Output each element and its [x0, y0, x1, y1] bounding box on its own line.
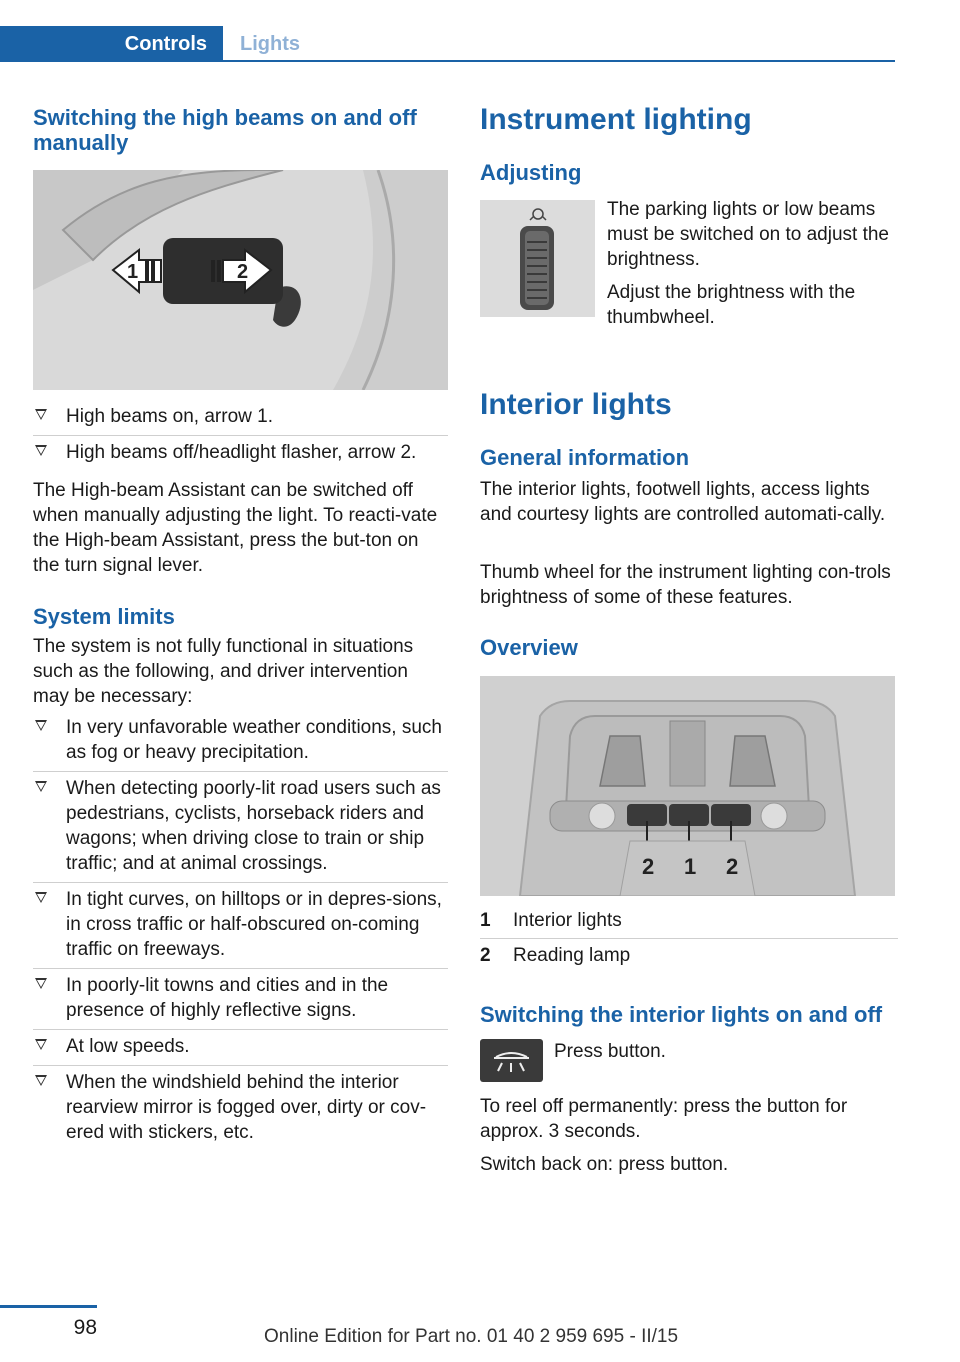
legend-row: [480, 904, 898, 939]
list-item: When detecting poorly-lit road users such as pedestrians, cyclists, horseback riders and wagons; when driving close to train or ship traffic; and at animal crossings.: [33, 772, 448, 883]
triangle-bullet-icon: [35, 720, 47, 731]
edition-footer: Online Edition for Part no. 01 40 2 959 695 - II/15: [264, 1326, 679, 1347]
list-item: High beams on, arrow 1.: [33, 400, 448, 436]
press-button-text: Press button.: [554, 1041, 666, 1062]
adjusting-title: Adjusting: [480, 160, 582, 185]
header-rule: [0, 60, 895, 62]
legend-label: Interior lights: [513, 910, 622, 931]
interior-lights-title: Interior lights: [480, 388, 672, 421]
triangle-bullet-icon: [35, 892, 47, 903]
legend-label: Reading lamp: [513, 945, 631, 966]
overview-title: Overview: [480, 635, 578, 660]
switching-interior-lights-title: Switching the interior lights on and off: [480, 1002, 883, 1027]
list-item: High beams off/headlight flasher, arrow 2.: [33, 436, 448, 471]
arrow-2-label: 2: [237, 261, 249, 283]
triangle-bullet-icon: [35, 1039, 47, 1050]
system-limits-intro: The system is not fully functional in situations such as the following, and driver intervention may be necessary:: [33, 636, 414, 707]
reel-off-paragraph: To reel off permanently: press the button for approx. 3 seconds.: [480, 1096, 848, 1142]
interior-light-button-icon: [480, 1039, 543, 1082]
arrow-1-label: 1: [127, 261, 139, 283]
interior-light-panel-figure: [480, 676, 895, 896]
overview-legend: [480, 904, 898, 973]
general-paragraph-1: The interior lights, footwell lights, access lights and courtesy lights are controlled automati-cally.: [480, 479, 886, 525]
adjusting-paragraph-1: The parking lights or low beams must be switched on to adjust the brightness.: [607, 199, 889, 270]
triangle-bullet-icon: [35, 445, 47, 456]
switch-back-paragraph: Switch back on: press button.: [480, 1154, 729, 1175]
system-limits-list: [33, 711, 448, 1151]
section-tab-controls[interactable]: Controls: [0, 26, 223, 62]
general-information-title: General information: [480, 445, 690, 470]
footer-rule: [0, 1305, 97, 1308]
triangle-bullet-icon: [35, 978, 47, 989]
legend-row: [480, 939, 898, 973]
high-beam-assistant-paragraph: The High-beam Assistant can be switched off when manually adjusting the light. To reacti-vate the High-beam Assistant, press the but-ton on the turn signal lever.: [33, 480, 438, 576]
legend-number: 1: [480, 910, 491, 931]
list-item: In very unfavorable weather conditions, such as fog or heavy precipitation.: [33, 711, 448, 772]
high-beam-lever-figure: [33, 170, 448, 390]
high-beam-bullets: [33, 400, 448, 471]
page-header: [0, 0, 960, 62]
triangle-bullet-icon: [35, 781, 47, 792]
section-tab-lights[interactable]: Lights: [240, 33, 300, 55]
list-item: In tight curves, on hilltops or in depres-sions, in cross traffic or half-obscured on-coming traffic on freeways.: [33, 883, 448, 969]
page-number: 98: [73, 1316, 97, 1339]
overview-label-left: 2: [642, 854, 655, 879]
list-item: At low speeds.: [33, 1030, 448, 1066]
list-item: In poorly-lit towns and cities and in the presence of highly reflective signs.: [33, 969, 448, 1030]
overview-label-center: 1: [684, 854, 697, 879]
overview-label-right: 2: [726, 854, 739, 879]
list-item: When the windshield behind the interior rearview mirror is fogged over, dirty or cov-ered with stickers, etc.: [33, 1066, 448, 1151]
system-limits-title: System limits: [33, 604, 175, 629]
thumbwheel-figure: [480, 200, 595, 317]
high-beams-title: Switching the high beams on and off manually: [33, 105, 417, 155]
triangle-bullet-icon: [35, 1075, 47, 1086]
adjusting-paragraph-2: Adjust the brightness with the thumbwheel.: [607, 282, 856, 328]
general-paragraph-2: Thumb wheel for the instrument lighting con-trols brightness of some of these features.: [480, 562, 891, 608]
instrument-lighting-title: Instrument lighting: [480, 103, 752, 136]
legend-number: 2: [480, 945, 491, 966]
triangle-bullet-icon: [35, 409, 47, 420]
